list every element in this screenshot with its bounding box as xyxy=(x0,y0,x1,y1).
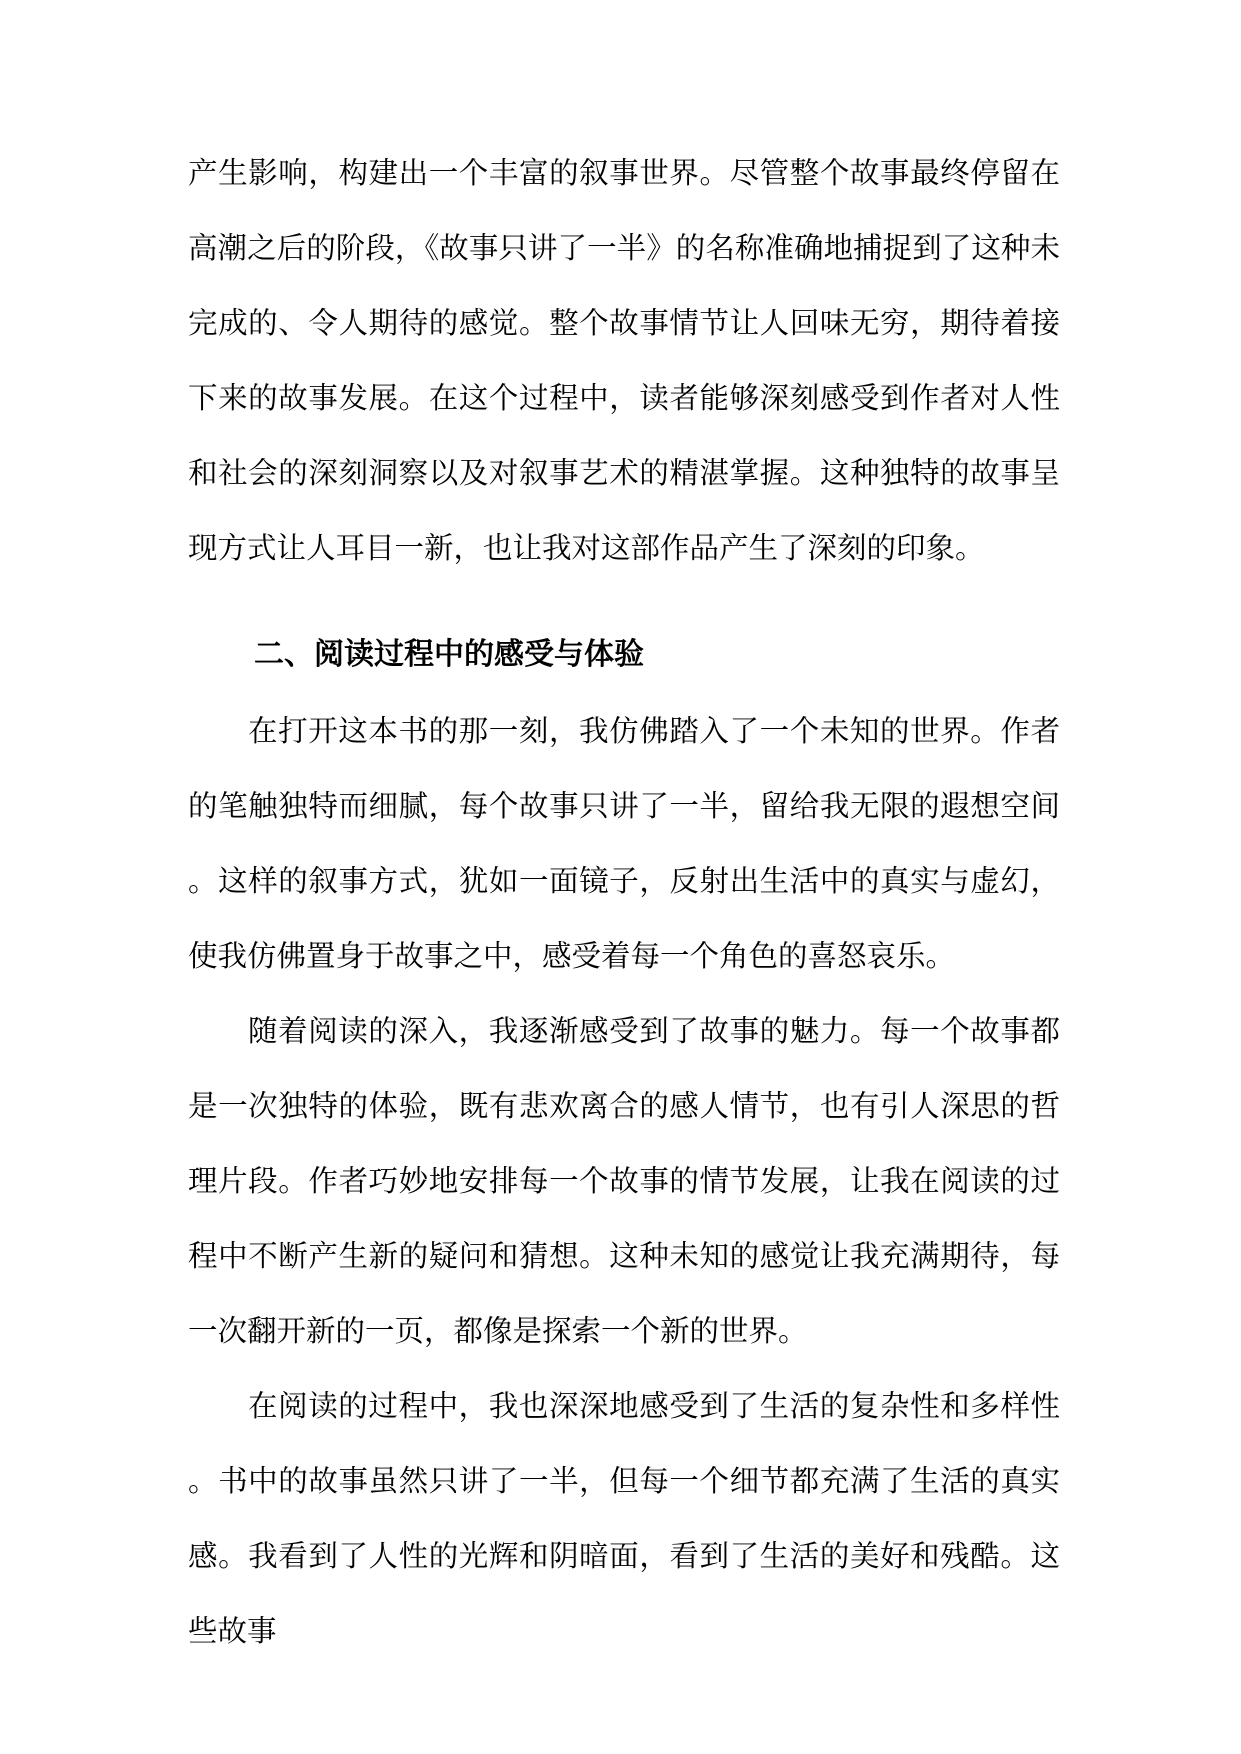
body-paragraph-1: 在打开这本书的那一刻，我仿佛踏入了一个未知的世界。作者的笔触独特而细腻，每个故事只讲了一半，留给我无限的遐想空间。这样的叙事方式，犹如一面镜子，反射出生活中的真实与虚幻，使我仿佛置身于故事之中，感受着每一个角色的喜怒哀乐。 xyxy=(188,714,1060,973)
body-paragraph-3: 在阅读的过程中，我也深深地感受到了生活的复杂性和多样性。书中的故事虽然只讲了一半，但每一个细节都充满了生活的真实感。我看到了人性的光辉和阴暗面，看到了生活的美好和残酷。这些故事 xyxy=(188,1389,1060,1648)
document-body xyxy=(188,136,1060,1669)
section-heading: 二、阅读过程中的感受与体验 xyxy=(254,637,644,672)
body-paragraph-2: 随着阅读的深入，我逐渐感受到了故事的魅力。每一个故事都是一次独特的体验，既有悲欢离合的感人情节，也有引人深思的哲理片段。作者巧妙地安排每一个故事的情节发展，让我在阅读的过程中不断产生新的疑问和猜想。这种未知的感觉让我充满期待，每一次翻开新的一页，都像是探索一个新的世界。 xyxy=(188,1014,1060,1348)
intro-paragraph: 产生影响，构建出一个丰富的叙事世界。尽管整个故事最终停留在高潮之后的阶段，《故事只讲了一半》的名称准确地捕捉到了这种未完成的、令人期待的感觉。整个故事情节让人回味无穷，期待着接下来的故事发展。在这个过程中，读者能够深刻感受到作者对人性和社会的深刻洞察以及对叙事艺术的精湛掌握。这种独特的故事呈现方式让人耳目一新，也让我对这部作品产生了深刻的印象。 xyxy=(188,156,1060,565)
